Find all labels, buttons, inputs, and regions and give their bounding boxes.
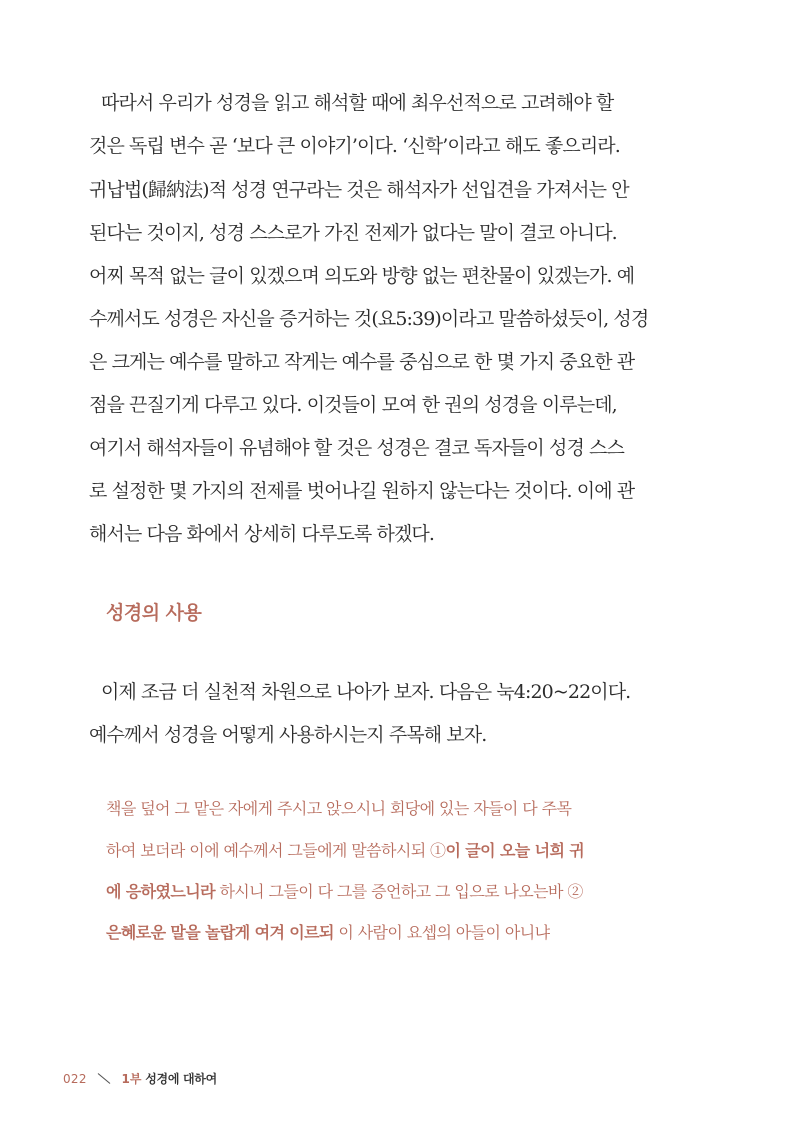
backslash-divider-icon bbox=[97, 1073, 111, 1084]
quote-emphasis: 이 글이 오늘 너희 귀 bbox=[445, 841, 585, 860]
quote-text: 책을 덮어 그 맡은 자에게 주시고 앉으시니 회당에 있는 자들이 다 주목 bbox=[106, 799, 572, 818]
text-line: 따라서 우리가 성경을 읽고 해석할 때에 최우선적으로 고려해야 할 bbox=[101, 92, 614, 114]
text-line: 것은 독립 변수 곧 ‘보다 큰 이야기’이다. ‘신학’이라고 해도 좋으리라. bbox=[89, 135, 620, 157]
text-line: 예수께서 성경을 어떻게 사용하시는지 주목해 보자. bbox=[89, 724, 487, 746]
page-footer bbox=[63, 1071, 217, 1087]
text-line: 은 크게는 예수를 말하고 작게는 예수를 중심으로 한 몇 가지 중요한 관 bbox=[89, 351, 635, 373]
quote-emphasis: 은혜로운 말을 놀랍게 여겨 이르되 bbox=[106, 923, 334, 942]
text-line: 된다는 것이지, 성경 스스로가 가진 전제가 없다는 말이 결코 아니다. bbox=[89, 222, 617, 244]
part-label: 1부 bbox=[121, 1072, 142, 1086]
quote-line bbox=[106, 840, 584, 862]
text-line: 로 설정한 몇 가지의 전제를 벗어나길 원하지 않는다는 것이다. 이에 관 bbox=[89, 480, 635, 502]
quote-text: 이 사람이 요셉의 아들이 아니냐 bbox=[333, 923, 550, 942]
quote-line bbox=[106, 798, 571, 820]
section-heading: 성경의 사용 bbox=[106, 602, 202, 624]
quote-line bbox=[106, 881, 583, 903]
text-line: 이제 조금 더 실천적 차원으로 나아가 보자. 다음은 눅4:20~22이다. bbox=[101, 681, 631, 703]
page-number: 022 bbox=[63, 1072, 87, 1086]
quote-text: 하여 보더라 이에 예수께서 그들에게 말씀하시되 ① bbox=[106, 841, 446, 860]
text-line: 여기서 해석자들이 유념해야 할 것은 성경은 결코 독자들이 성경 스스 bbox=[89, 437, 624, 459]
text-line: 수께서도 성경은 자신을 증거하는 것(요5:39)이라고 말씀하셨듯이, 성경 bbox=[89, 308, 649, 330]
text-line: 해서는 다음 화에서 상세히 다루도록 하겠다. bbox=[89, 523, 435, 545]
text-line: 어찌 목적 없는 글이 있겠으며 의도와 방향 없는 편찬물이 있겠는가. 예 bbox=[89, 265, 635, 287]
text-line: 점을 끈질기게 다루고 있다. 이것들이 모여 한 권의 성경을 이루는데, bbox=[89, 394, 617, 416]
quote-emphasis: 에 응하였느니라 bbox=[106, 882, 215, 901]
quote-line bbox=[106, 922, 549, 944]
chapter-title: 성경에 대하여 bbox=[145, 1072, 217, 1086]
text-line: 귀납법(歸納法)적 성경 연구라는 것은 해석자가 선입견을 가져서는 안 bbox=[89, 179, 629, 201]
quote-text: 하시니 그들이 다 그를 증언하고 그 입으로 나오는바 ② bbox=[214, 882, 583, 901]
